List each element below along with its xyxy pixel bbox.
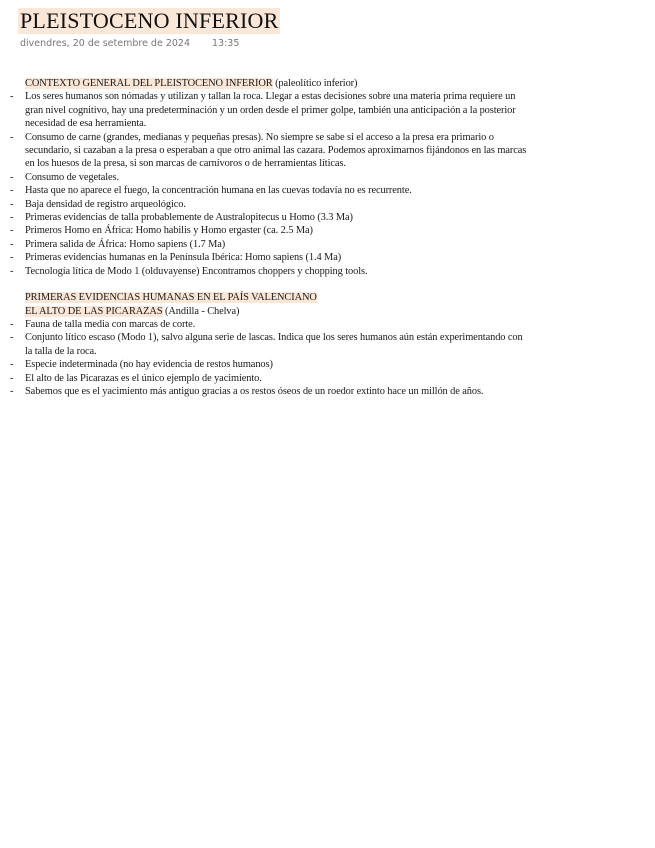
section-heading (10, 77, 530, 90)
list-item: - El alto de las Picarazas es el único ejemplo de yacimiento. (10, 372, 262, 384)
bullet-list (10, 318, 530, 398)
list-item: - Conjunto lítico escaso (Modo 1), salvo alguna serie de lascas. Indica que los seres humanos aún están experimentando con la talla de la roca. (10, 332, 523, 357)
list-item: - Sabemos que es el yacimiento más antiguo gracias a os restos óseos de un roedor extinto hace un millón de años. (10, 385, 484, 397)
list-item: - Primera salida de África: Homo sapiens (1.7 Ma) (10, 238, 226, 250)
bullet-marker: - (10, 359, 14, 371)
list-item: - Hasta que no aparece el fuego, la concentración humana en las cuevas todavía no es recurrente. (10, 185, 412, 197)
list-item: - Consumo de carne (grandes, medianas y pequeñas presas). No siempre se sabe si el acceso a la presa era primario o secundario, si cazaban a la presa o esperaban a que otro animal las cazara. Podemos aproximarnos fijándonos en las marcas en los huesos de la presa, si son marcas de carnívoros o de herramientas líticas. (10, 131, 527, 170)
note-content[interactable] (10, 77, 530, 398)
list-item: - Primeras evidencias de talla probablemente de Australopitecus u Homo (3.3 Ma) (10, 212, 353, 224)
list-item: - Especie indeterminada (no hay evidencia de restos humanos) (10, 359, 273, 371)
bullet-marker: - (10, 385, 14, 397)
list-item: - Consumo de vegetales. (10, 171, 119, 183)
page-time: 13:35 (212, 38, 240, 49)
bullet-marker: - (10, 225, 14, 237)
bullet-marker: - (10, 252, 14, 264)
list-item: - Primeros Homo en África: Homo habilis y Homo ergaster (ca. 2.5 Ma) (10, 225, 313, 237)
list-item: - Los seres humanos son nómadas y utilizan y tallan la roca. Llegar a estas decisiones sobre una materia prima requiere un gran nivel cognitivo, hay una predeterminación y un orden desde el primer golpe, también una anticipación a la posterior necesidad de esa herramienta. (10, 91, 516, 130)
bullet-marker: - (10, 171, 14, 183)
section-heading-suffix: (paleolítico inferior) (272, 78, 358, 89)
page-metadata (20, 38, 239, 49)
list-item: - Baja densidad de registro arqueológico. (10, 198, 186, 210)
bullet-marker: - (10, 318, 14, 330)
page-title: PLEISTOCENO INFERIOR (20, 8, 279, 33)
section-subheading-suffix: (Andilla - Chelva) (162, 305, 240, 317)
list-item: - Primeras evidencias humanas en la Península Ibérica: Homo sapiens (1.4 Ma) (10, 252, 342, 264)
bullet-marker: - (10, 91, 14, 103)
bullet-marker: - (10, 265, 14, 277)
page-date: divendres, 20 de setembre de 2024 (20, 38, 191, 49)
section-subheading (10, 305, 530, 318)
section-heading (10, 291, 530, 304)
bullet-marker: - (10, 332, 14, 344)
list-item: - Fauna de talla media con marcas de corte. (10, 318, 196, 330)
bullet-marker: - (10, 372, 14, 384)
bullet-marker: - (10, 212, 14, 224)
bullet-marker: - (10, 198, 14, 210)
section-subheading-text: EL ALTO DE LAS PICARAZAS (25, 305, 163, 317)
bullet-list (10, 90, 530, 278)
section-heading-text: PRIMERAS EVIDENCIAS HUMANAS EN EL PAÍS VALENCIANO (25, 292, 317, 304)
bullet-marker: - (10, 185, 14, 197)
bullet-marker: - (10, 238, 14, 250)
section-heading-text: CONTEXTO GENERAL DEL PLEISTOCENO INFERIOR (25, 78, 273, 89)
list-item: - Tecnología lítica de Modo 1 (olduvayense) Encontramos choppers y chopping tools. (10, 265, 368, 277)
bullet-marker: - (10, 131, 14, 143)
